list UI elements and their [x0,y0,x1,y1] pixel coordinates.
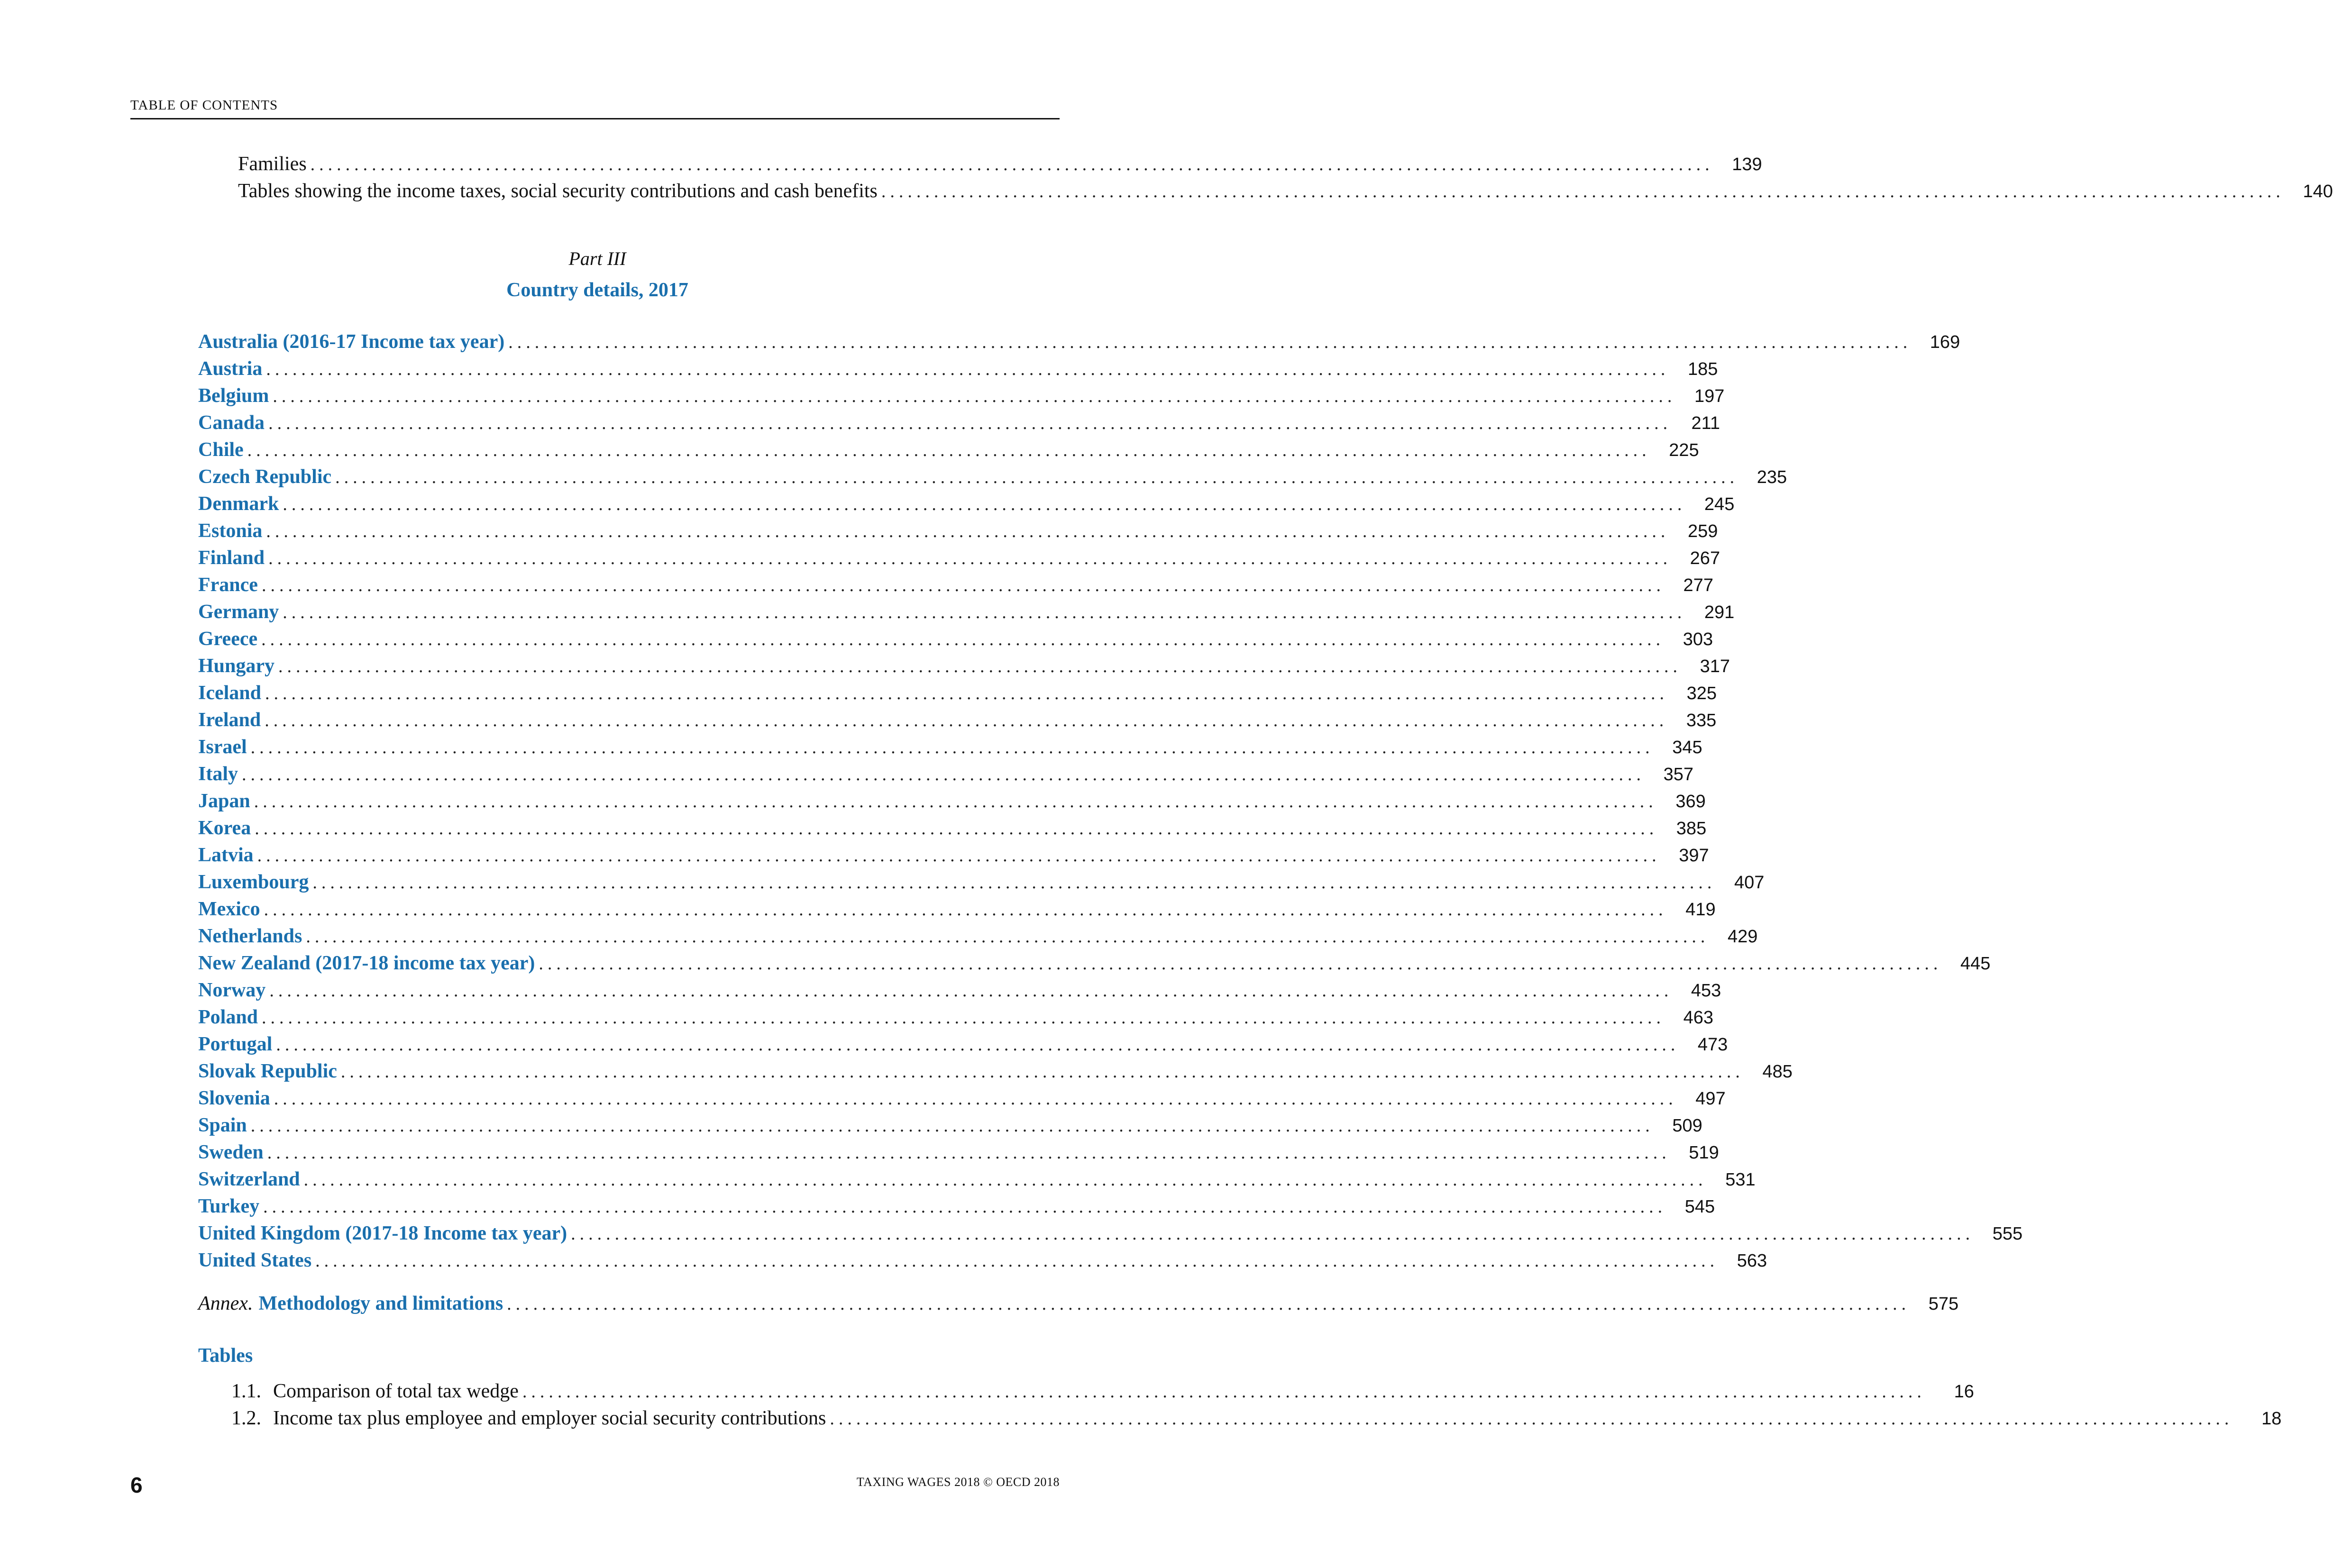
leader-dots: ................................................................................................................................................................ [266,521,1670,541]
toc-page-number: 335 [1686,711,1717,730]
country-name: Denmark [198,493,279,515]
toc-entry-country[interactable] [198,977,1721,1004]
toc-entry-country[interactable] [198,923,1758,950]
toc-page-number: 485 [1762,1062,1793,1082]
toc-page-number: 185 [1687,359,1718,379]
toc-page-number: 345 [1672,738,1702,757]
part-label: Part III [568,248,626,269]
toc-entry-table-1-1[interactable] [231,1378,1974,1405]
toc-page-number: 325 [1686,684,1717,703]
toc-entry-country[interactable] [198,788,1706,815]
toc-entry-label: Tables showing the income taxes, social security contributions and cash benefits [238,180,878,202]
toc-page-number: 140 [2303,182,2333,201]
toc-page-number: 267 [1690,548,1720,568]
country-name: Portugal [198,1033,273,1055]
leader-dots: ................................................................................................................................................................ [283,494,1686,514]
toc-page-number: 531 [1725,1170,1756,1190]
toc-entry-families[interactable] [238,151,1762,178]
toc-entry-country[interactable] [198,707,1717,734]
leader-dots: ................................................................................................................................................................ [257,846,1661,866]
country-name: Turkey [198,1195,260,1217]
leader-dots: ................................................................................................................................................................ [264,900,1667,920]
country-name: Chile [198,439,244,461]
header-rule [130,118,1060,119]
leader-dots: ................................................................................................................................................................ [881,182,2285,201]
country-name: Netherlands [198,925,302,947]
leader-dots: ................................................................................................................................................................ [508,332,1912,352]
toc-entry-country[interactable] [198,1247,1767,1274]
toc-page-number: 211 [1691,413,1720,433]
toc-page-number: 575 [1928,1294,1959,1314]
toc-page-number: 245 [1704,494,1735,514]
toc-entry-country[interactable] [198,599,1735,626]
toc-entry-label: Income tax plus employee and employer social security contributions [273,1407,826,1429]
toc-entry-country[interactable] [198,950,1991,977]
country-name: Greece [198,628,258,650]
country-name: Estonia [198,520,263,542]
toc-page-number: 555 [1992,1224,2023,1244]
toc-page-number: 291 [1704,602,1735,622]
leader-dots: ................................................................................................................................................................ [539,954,1942,974]
toc-page-number: 445 [1960,954,1991,974]
leader-dots: ................................................................................................................................................................ [269,981,1673,1001]
leader-dots: ................................................................................................................................................................ [310,155,1714,174]
country-name: Hungary [198,655,275,677]
country-name: Poland [198,1006,258,1028]
toc-page-number: 369 [1675,792,1706,811]
leader-dots: ................................................................................................................................................................ [571,1224,1975,1244]
toc-page-number: 453 [1691,981,1721,1001]
table-number: 1.2. [231,1407,261,1429]
country-name: Italy [198,763,238,785]
toc-entry-tables-showing[interactable] [238,178,2333,205]
country-name: Australia (2016-17 Income tax year) [198,331,505,353]
toc-page-number: 397 [1679,846,1709,866]
toc-entry-country[interactable] [198,356,1718,383]
leader-dots: ................................................................................................................................................................ [830,1409,2233,1429]
leader-dots: ................................................................................................................................................................ [268,548,1672,568]
toc-entry-label: Families [238,153,307,175]
toc-page-number: 429 [1727,927,1758,947]
toc-page-number: 545 [1684,1197,1715,1217]
toc-page-number: 303 [1683,629,1713,649]
country-name: Finland [198,547,265,569]
leader-dots: ................................................................................................................................................................ [315,1251,1719,1271]
country-name: New Zealand (2017-18 income tax year) [198,952,535,974]
leader-dots: ................................................................................................................................................................ [268,413,1672,433]
toc-page-number: 385 [1676,819,1707,839]
toc-entry-country[interactable] [198,1085,1726,1112]
toc-entry-country[interactable] [198,1139,1719,1166]
toc-entry-country[interactable] [198,328,1960,356]
leader-dots: ................................................................................................................................................................ [306,927,1710,947]
leader-dots: ................................................................................................................................................................ [250,738,1654,757]
annex-title: Methodology and limitations [258,1293,503,1314]
toc-entry-country[interactable] [198,761,1693,788]
toc-entry-country[interactable] [198,896,1716,923]
annex-prefix: Annex. [198,1293,253,1314]
country-name: Canada [198,412,265,434]
table-number: 1.1. [231,1380,261,1402]
toc-entry-country[interactable] [198,410,1720,437]
toc-entry-country[interactable] [198,842,1709,869]
toc-page-number: 235 [1757,467,1787,487]
country-name: Austria [198,358,263,380]
toc-entry-country[interactable] [198,1058,1793,1085]
toc-page-number: 225 [1669,440,1699,460]
toc-entry-country[interactable] [198,734,1702,761]
toc-entry-country[interactable] [198,1220,2023,1247]
toc-page-number: 357 [1663,765,1693,784]
leader-dots: ................................................................................................................................................................ [276,1035,1680,1055]
toc-entry-country[interactable] [198,1166,1756,1193]
country-name: Mexico [198,898,260,920]
country-name: Slovenia [198,1087,270,1109]
toc-page-number: 317 [1700,656,1730,676]
leader-dots: ................................................................................................................................................................ [267,1143,1671,1163]
toc-entry-country[interactable] [198,680,1717,707]
toc-page-number: 419 [1685,900,1716,920]
toc-page-number: 407 [1734,873,1765,893]
toc-entry-country[interactable] [198,518,1718,545]
toc-page-number: 277 [1683,575,1713,595]
country-name: Norway [198,979,266,1001]
leader-dots: ................................................................................................................................................................ [250,1116,1654,1136]
toc-entry-country[interactable] [198,1031,1728,1058]
toc-entry-country[interactable] [198,491,1735,518]
leader-dots: ................................................................................................................................................................ [335,467,1739,487]
leader-dots: ................................................................................................................................................................ [265,684,1669,703]
toc-page-number: 463 [1683,1008,1714,1028]
toc-entry-country[interactable] [198,653,1730,680]
leader-dots: ................................................................................................................................................................ [522,1382,1926,1402]
toc-entry-country[interactable] [198,1112,1702,1139]
toc-entry-country[interactable] [198,1004,1714,1031]
toc-entry-country[interactable] [198,572,1713,599]
leader-dots: ................................................................................................................................................................ [261,575,1665,595]
toc-page-number: 169 [1930,332,1960,352]
leader-dots: ................................................................................................................................................................ [278,656,1682,676]
country-name: Slovak Republic [198,1060,337,1082]
leader-dots: ................................................................................................................................................................ [340,1062,1744,1082]
leader-dots: ................................................................................................................................................................ [273,386,1676,406]
toc-page-number: 563 [1737,1251,1767,1271]
toc-entry-table-1-2[interactable] [231,1405,2282,1432]
country-name: Belgium [198,385,269,407]
toc-page-number: 139 [1732,155,1762,174]
country-name: United States [198,1249,312,1271]
leader-dots: ................................................................................................................................................................ [255,819,1658,839]
leader-dots: ................................................................................................................................................................ [247,440,1651,460]
toc-entry-annex[interactable] [198,1290,1959,1317]
running-header: TABLE OF CONTENTS [130,98,278,113]
footer-publication: TAXING WAGES 2018 © OECD 2018 [856,1475,1060,1489]
country-name: Iceland [198,682,262,704]
country-name: Germany [198,601,279,623]
toc-page-number: 259 [1687,521,1718,541]
country-name: Israel [198,736,247,758]
leader-dots: ................................................................................................................................................................ [242,765,1645,784]
leader-dots: ................................................................................................................................................................ [507,1294,1911,1314]
toc-entry-country[interactable] [198,1193,1715,1220]
toc-page-number: 519 [1689,1143,1719,1163]
toc-entry-country[interactable] [198,437,1699,464]
country-name: Spain [198,1114,247,1136]
country-name: France [198,574,258,596]
tables-heading[interactable]: Tables [198,1345,253,1367]
toc-entry-label: Comparison of total tax wedge [273,1380,519,1402]
leader-dots: ................................................................................................................................................................ [303,1170,1707,1190]
leader-dots: ................................................................................................................................................................ [254,792,1657,811]
toc-entry-country[interactable] [198,545,1720,572]
country-name: United Kingdom (2017-18 Income tax year) [198,1222,567,1244]
toc-page-number: 497 [1695,1089,1726,1109]
toc-entry-country[interactable] [198,383,1725,410]
toc-entry-country[interactable] [198,464,1787,491]
leader-dots: ................................................................................................................................................................ [312,873,1716,893]
country-name: Sweden [198,1141,264,1163]
toc-page-number: 16 [1954,1382,1974,1402]
leader-dots: ................................................................................................................................................................ [283,602,1686,622]
country-name: Switzerland [198,1168,300,1190]
leader-dots: ................................................................................................................................................................ [262,1008,1665,1028]
country-name: Japan [198,790,250,812]
country-name: Luxembourg [198,871,309,893]
country-name: Ireland [198,709,261,731]
country-name: Czech Republic [198,466,332,488]
page-number: 6 [130,1473,143,1497]
leader-dots: ................................................................................................................................................................ [261,629,1665,649]
country-name: Korea [198,817,251,839]
leader-dots: ................................................................................................................................................................ [266,359,1670,379]
leader-dots: ................................................................................................................................................................ [263,1197,1667,1217]
leader-dots: ................................................................................................................................................................ [265,711,1668,730]
toc-entry-country[interactable] [198,869,1765,896]
toc-entry-country[interactable] [198,626,1713,653]
leader-dots: ................................................................................................................................................................ [274,1089,1677,1109]
toc-page-number: 18 [2261,1409,2282,1429]
toc-page-number: 473 [1697,1035,1728,1055]
part-title[interactable]: Country details, 2017 [506,279,688,301]
toc-page-number: 509 [1672,1116,1702,1136]
country-name: Latvia [198,844,254,866]
toc-entry-country[interactable] [198,815,1707,842]
toc-page-number: 197 [1694,386,1725,406]
